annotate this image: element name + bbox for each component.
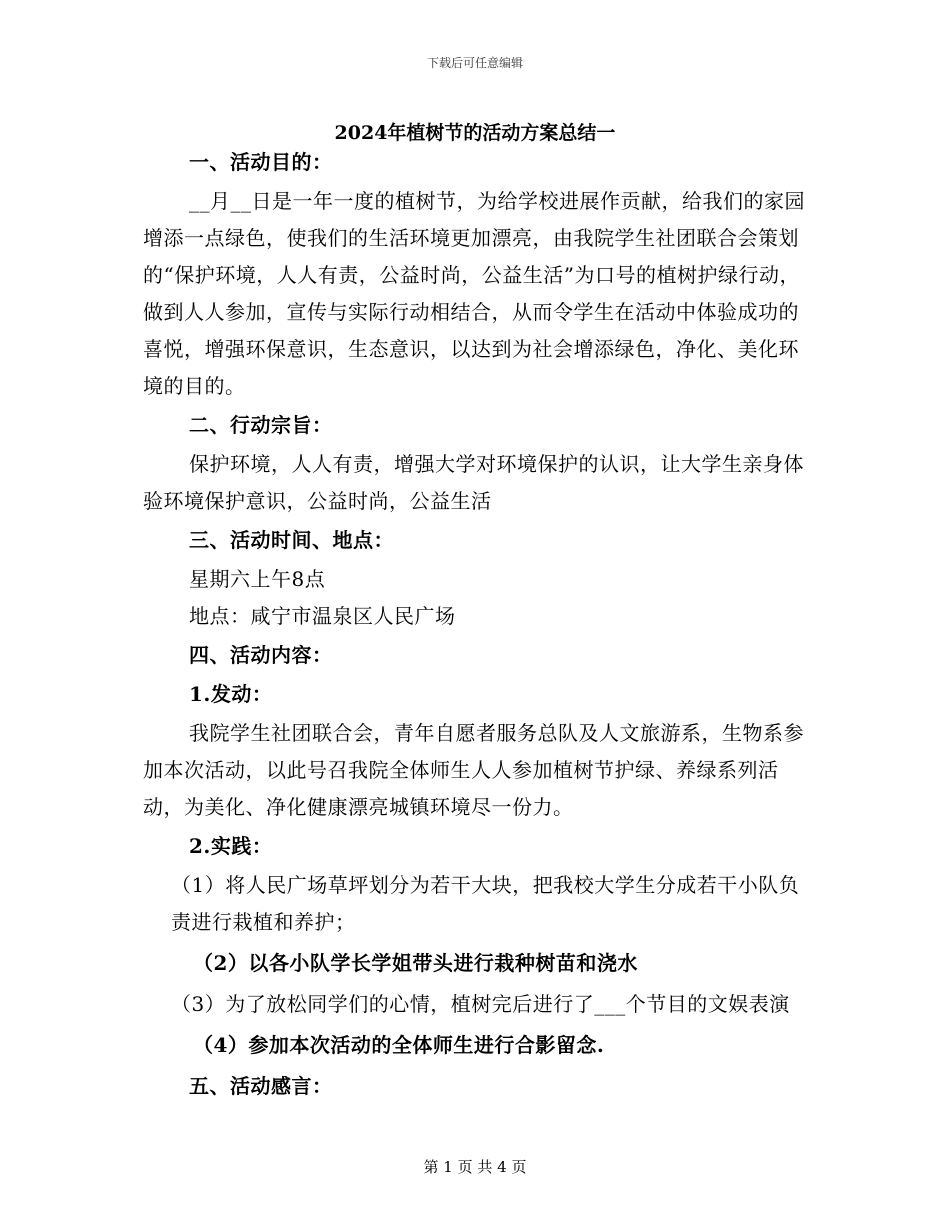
page-header-note: 下载后可任意编辑 — [426, 56, 523, 70]
section-text-time: 星期六上午8点 — [189, 567, 326, 591]
practice-item-1: （1）将人民广场草坪划分为若干大块，把我校大学生分成若干小队负责进行栽植和养护； — [171, 873, 800, 934]
section-paragraph-purpose: __月__日是一年一度的植树节，为给学校进展作贡献，给我们的家园增添一点绿色，使我们的生活环境更加漂亮，由我院学生社团联合会策划的“保护环境，人人有责，公益时尚，公益生活”为口号的植树护绿行动，做到人人参加，宣传与实际行动相结合，从而令学生在活动中体验成功的喜悦，增强环保意识，生态意识，以达到为社会增添绿色，净化、美化环境的目的。 — [143, 189, 805, 398]
section-text-place: 地点：咸宁市温泉区人民广场 — [189, 604, 456, 628]
section-heading-aim: 二、行动宗旨： — [189, 413, 333, 437]
document-title: 2024年植树节的活动方案总结一 — [334, 122, 616, 144]
page-footer-pagination: 第 1 页 共 4 页 — [423, 1158, 527, 1176]
subsection-heading-mobilize: 1.发动： — [189, 682, 273, 706]
section-heading-reflections: 五、活动感言： — [189, 1074, 333, 1098]
practice-item-3: （3）为了放松同学们的心情，植树完后进行了___个节目的文娱表演 — [171, 992, 790, 1016]
section-heading-purpose: 一、活动目的： — [189, 150, 333, 174]
section-heading-content: 四、活动内容： — [189, 643, 333, 667]
subsection-heading-practice: 2.实践： — [189, 834, 273, 858]
practice-item-4: （4）参加本次活动的全体师生进行合影留念. — [193, 1033, 605, 1057]
practice-item-2: （2）以各小队学长学姐带头进行栽种树苗和浇水 — [193, 951, 638, 975]
section-paragraph-aim: 保护环境，人人有责，增强大学对环境保护的认识，让大学生亲身体验环境保护意识，公益时尚，公益生活 — [143, 452, 804, 513]
document-body — [143, 142, 811, 1107]
section-heading-time-place: 三、活动时间、地点： — [189, 528, 394, 552]
subsection-paragraph-mobilize: 我院学生社团联合会，青年自愿者服务总队及人文旅游系，生物系参加本次活动，以此号召我院全体师生人人参加植树节护绿、养绿系列活动，为美化、净化健康漂亮城镇环境尽一份力。 — [143, 721, 804, 819]
